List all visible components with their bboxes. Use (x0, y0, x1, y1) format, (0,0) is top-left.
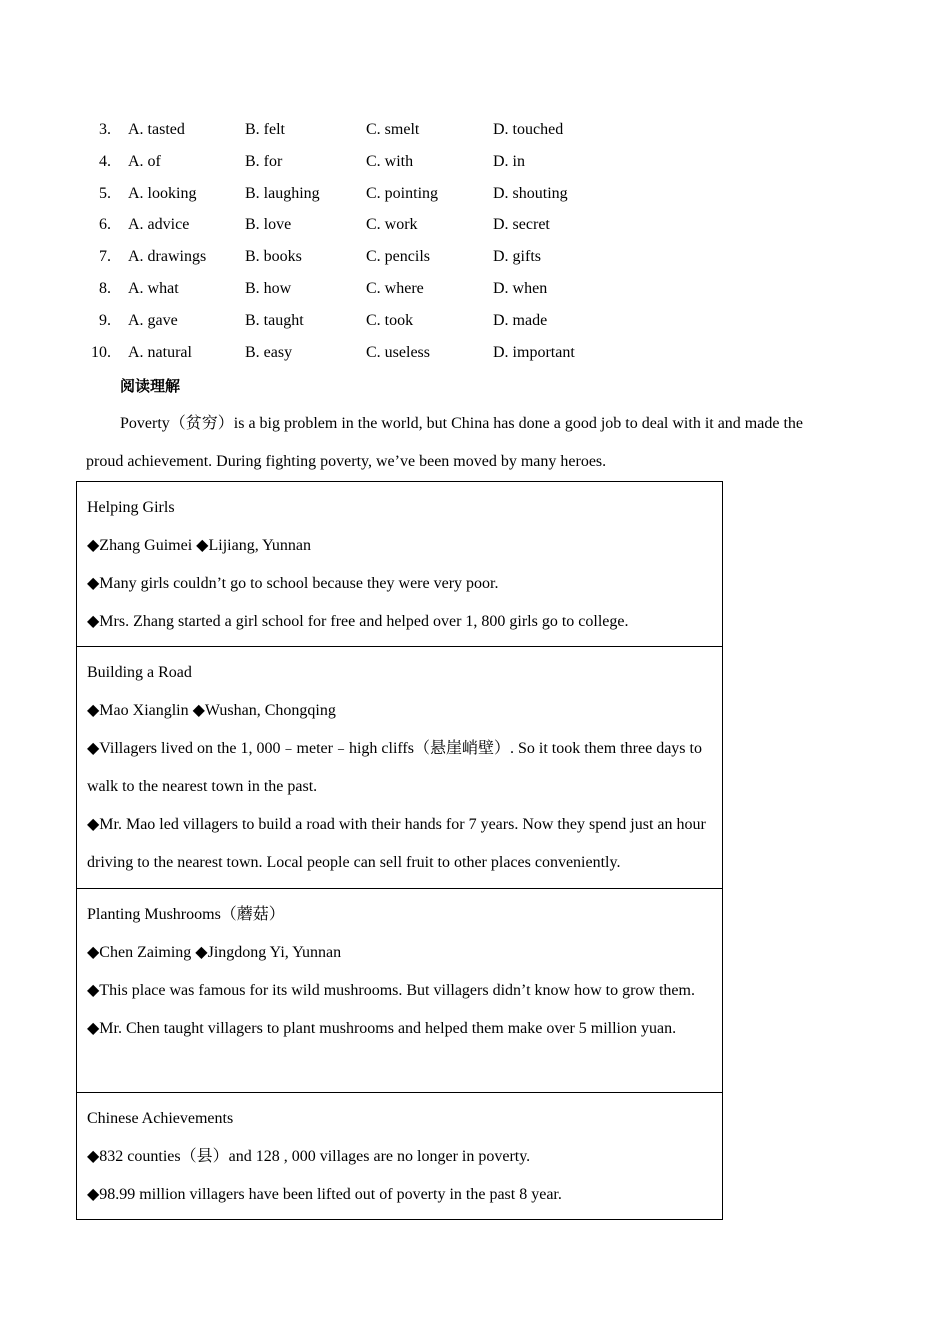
option-d: D. shouting (493, 184, 568, 202)
option-c: C. useless (366, 343, 430, 361)
table-section (77, 482, 722, 646)
option-a: A. tasted (128, 121, 185, 138)
option-b: B. for (245, 152, 283, 170)
option-d: D. in (493, 152, 525, 170)
option-b: B. felt (245, 121, 285, 138)
section-line: ◆This place was famous for its wild mushrooms. But villagers didn’t know how to grow them. (87, 982, 695, 999)
option-b: B. taught (245, 311, 304, 329)
option-b: B. how (245, 279, 292, 297)
table-section (77, 646, 722, 888)
question-number: 8. (99, 279, 111, 297)
option-c: C. took (366, 311, 414, 329)
option-d: D. touched (493, 121, 564, 138)
option-c: C. with (366, 152, 414, 170)
section-line: ◆Zhang Guimei ◆Lijiang, Yunnan (87, 537, 311, 554)
option-a: A. advice (128, 216, 190, 234)
question-number: 10. (91, 343, 111, 361)
option-c: C. pencils (366, 248, 430, 266)
option-a: A. gave (128, 311, 178, 329)
section-line: ◆832 counties（县）and 128 , 000 villages are no longer in poverty. (87, 1148, 531, 1165)
section-line: ◆Mao Xianglin ◆Wushan, Chongqing (87, 702, 336, 719)
option-c: C. where (366, 279, 424, 297)
question-number: 6. (99, 216, 111, 234)
option-a: A. natural (128, 343, 192, 361)
section-heading: 阅读理解 (120, 377, 181, 395)
question-number: 5. (99, 184, 111, 202)
section-line: ◆Mrs. Zhang started a girl school for free and helped over 1, 800 girls go to college. (87, 613, 629, 630)
option-d: D. made (493, 311, 548, 329)
option-a: A. of (128, 152, 161, 170)
section-line: ◆98.99 million villagers have been lifted out of poverty in the past 8 year. (87, 1186, 562, 1203)
heroes-table (76, 481, 723, 1220)
option-a: A. looking (128, 184, 197, 202)
option-d: D. secret (493, 216, 550, 234)
question-number: 3. (99, 121, 111, 138)
section-line: ◆Mr. Chen taught villagers to plant mushrooms and helped them make over 5 million yuan. (87, 1020, 677, 1037)
option-b: B. easy (245, 343, 293, 361)
section-title: Helping Girls (87, 499, 175, 516)
intro-paragraph: Poverty（贫穷）is a big problem in the world, but China has done a good job to deal with it and made the proud achievement. During fighting poverty, we’ve been moved by many heroes. (86, 415, 804, 470)
section-title: Planting Mushrooms（蘑菇） (87, 906, 285, 923)
option-c: C. pointing (366, 184, 439, 202)
section-line: ◆Mr. Mao led villagers to build a road with their hands for 7 years. Now they spend just an hour driving to the nearest town. Local people can sell fruit to other places conveniently. (87, 816, 706, 871)
table-section (77, 888, 722, 1092)
section-title: Chinese Achievements (87, 1110, 234, 1127)
question-number: 4. (99, 152, 111, 170)
section-line: ◆Many girls couldn’t go to school because they were very poor. (87, 575, 499, 592)
section-title: Building a Road (87, 664, 192, 681)
option-d: D. important (493, 343, 575, 361)
option-d: D. when (493, 279, 548, 297)
option-a: A. drawings (128, 248, 207, 266)
question-number: 7. (99, 248, 111, 266)
option-b: B. books (245, 248, 302, 266)
option-c: C. smelt (366, 121, 420, 138)
question-number: 9. (99, 311, 111, 329)
section-line: ◆Villagers lived on the 1, 000﹣meter﹣high cliffs（悬崖峭壁）. So it took them three days to walk to the nearest town in the past. (87, 740, 702, 795)
table-section (77, 1092, 722, 1219)
option-c: C. work (366, 216, 418, 234)
option-b: B. love (245, 216, 292, 234)
section-line: ◆Chen Zaiming ◆Jingdong Yi, Yunnan (87, 944, 342, 961)
option-a: A. what (128, 279, 179, 297)
option-b: B. laughing (245, 184, 320, 202)
option-d: D. gifts (493, 248, 541, 266)
